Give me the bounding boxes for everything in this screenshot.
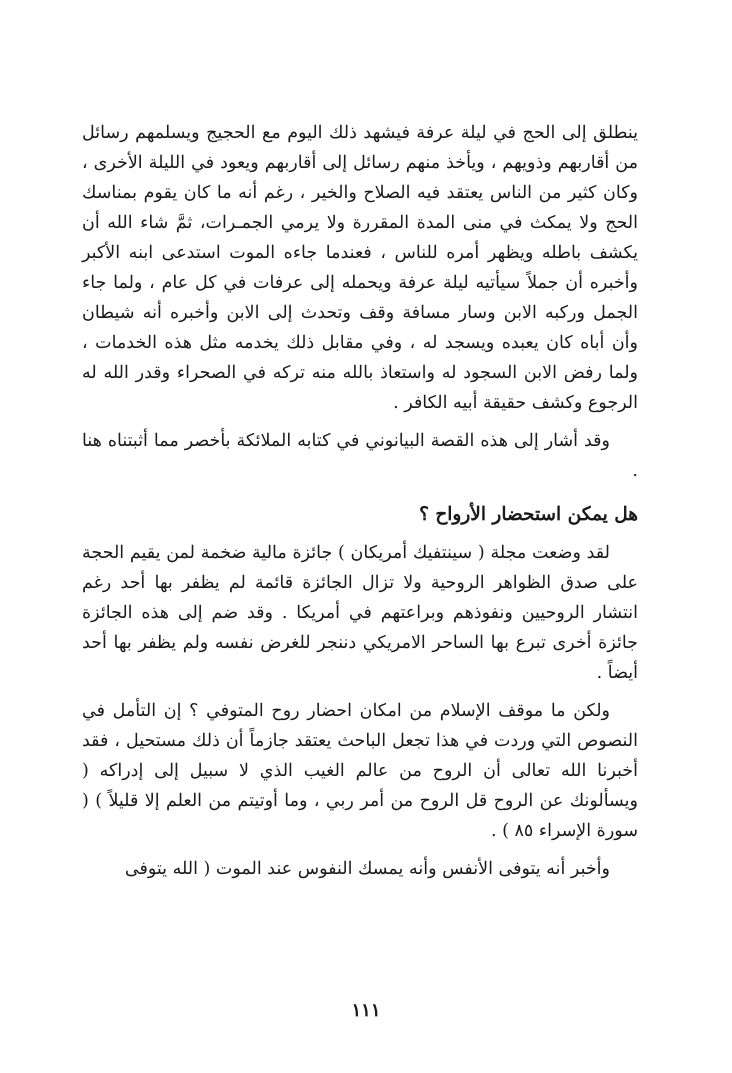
paragraph-reference: وقد أشار إلى هذه القصة البيانوني في كتابه الملائكة بأخصر مما أثبتناه هنا . (82, 431, 638, 481)
paragraph-prize: لقد وضعت مجلة ( سينتفيك أمريكان ) جائزة مالية ضخمة لمن يقيم الحجة على صدق الظواهر الروحية ولا تزال الجائزة قائمة لم يظفر بها أحد رغم انتشار الروحيين ونفوذهم وبراعتهم في أمريكا . وقد ضم إلى هذه الجائزة جائزة أخرى تبرع بها الساحر الامريكي دننجر للغرض نفسه ولم يظفر بها أحد أيضاً . (82, 543, 638, 683)
paragraph-continuation: وأخبر أنه يتوفى الأنفس وأنه يمسك النفوس عند الموت ( الله يتوفى (124, 859, 610, 879)
spacer (82, 530, 638, 538)
spacer (82, 486, 638, 500)
page-number: ١١١ (351, 1000, 381, 1021)
paragraph-story: ينطلق إلى الحج في ليلة عرفة فيشهد ذلك اليوم مع الحجيج ويسلمهم رسائل من أقاربهم وذويهم ، ويأخذ منهم رسائل إلى أقاربهم ويعود في الليلة الأخرى ، وكان كثير من الناس يعتقد فيه الصلاح والخير ، رغم أنه ما كان يقوم بمناسك الحج ولا يمكث في منى المدة المقررة ولا يرمي الجمـرات، ثمَّ شاء الله أن يكشف باطله ويظهر أمره للناس ، فعندما جاءه الموت استدعى ابنه الأكبر وأخبره أن جملاً سيأتيه ليلة عرفة ويحمله إلى عرفات في كل عام ، ولما جاء الجمل وركبه الابن وسار مسافة وقف وتحدث إلى الابن وأخبره أنه شيطان وأن أباه كان يعبده ويسجد له ، وفي مقابل ذلك يخدمه مثل هذه الخدمات ، ولما رفض الابن السجود له واستعاذ بالله منه تركه في الصحراء وقدر الله له الرجوع وكشف حقيقة أبيه الكافر . (82, 123, 639, 413)
paragraph-islam-position: ولكن ما موقف الإسلام من امكان احضار روح المتوفي ؟ إن التأمل في النصوص التي وردت في هذا تجعل الباحث يعتقد جازماً أن ذلك مستحيل ، فقد أخبرنا الله تعالى أن الروح من عالم الغيب الذي لا سبيل إلى إدراكه ( ويسألونك عن الروح قل الروح من أمر ربي ، وما أوتيتم من العلم إلا قليلاً ) ( سورة الإسراء ٨٥ ) . (82, 701, 638, 841)
spacer (82, 418, 638, 426)
spacer (82, 688, 638, 696)
spacer (82, 846, 638, 854)
page-body (82, 118, 638, 884)
section-heading: هل يمكن استحضار الأرواح ؟ (419, 504, 638, 525)
